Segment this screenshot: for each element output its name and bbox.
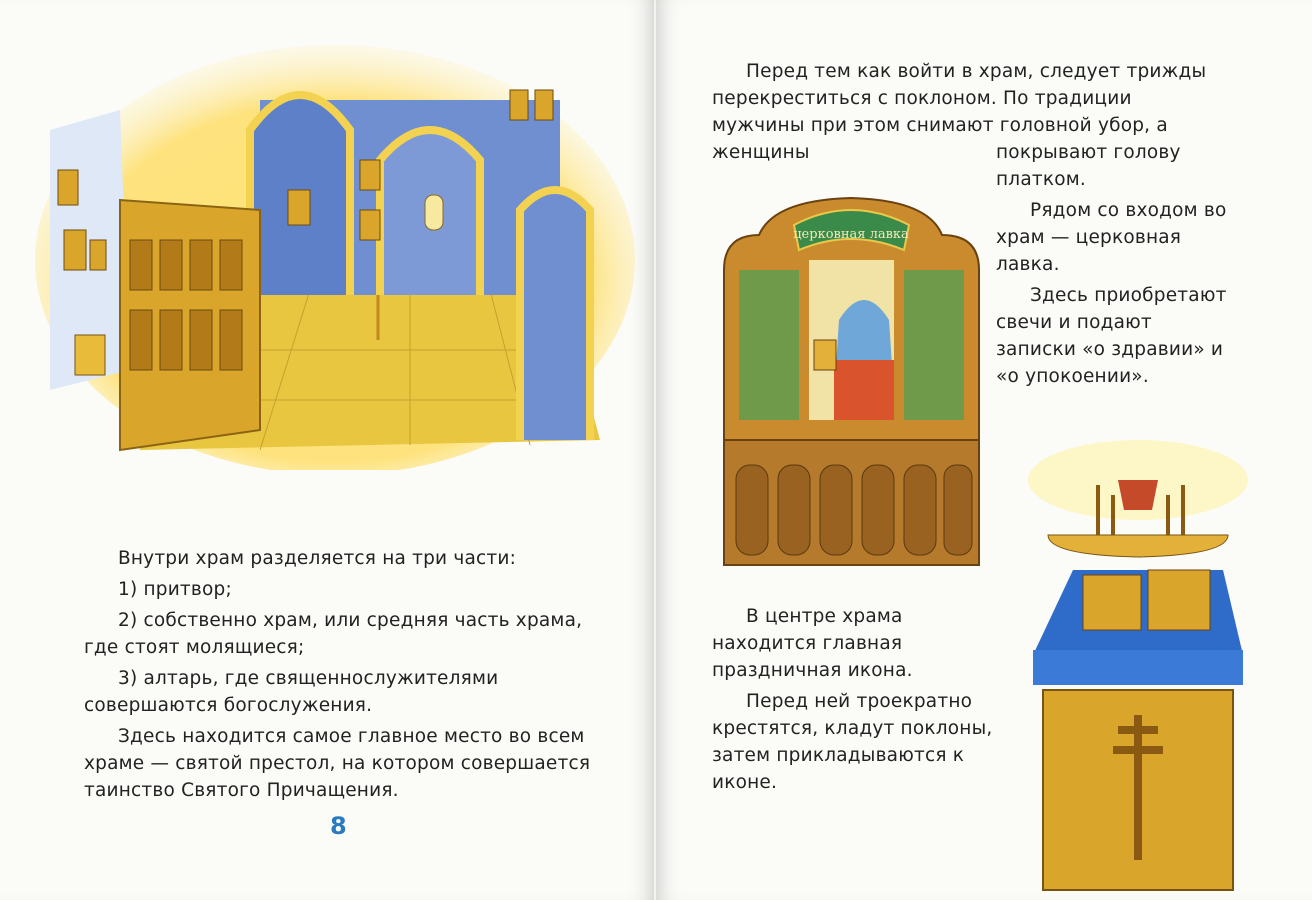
entry-text: Перед тем как войти в храм, следует трижды перекреститься с поклоном. По традиции мужчины при этом снимают головной убор, а женщины <box>712 61 1207 163</box>
right-page <box>656 0 1312 900</box>
left-page <box>0 0 654 900</box>
candles-paragraph: Здесь приобретают свечи и подают записки «о здравии» и «о упокоении». <box>996 285 1227 387</box>
part-3: 3) алтарь, где священнослужителями совершаются богослужения. <box>84 668 499 716</box>
left-text-block <box>84 545 604 808</box>
entry-tail: покрывают голову платком. <box>996 142 1181 190</box>
analogion-illustration <box>1018 440 1258 895</box>
page-number: 8 <box>330 812 347 840</box>
icon-paragraph: В центре храма находится главная праздничная икона. <box>712 606 913 681</box>
church-interior-illustration <box>30 40 640 470</box>
closing-paragraph: Здесь находится самое главное место во всем храме — святой престол, на котором совершается таинство Святого Причащения. <box>84 726 591 801</box>
right-column-top <box>996 139 1234 394</box>
shop-sign: церковная лавка <box>793 227 909 242</box>
veneration-paragraph: Перед ней троекратно крестятся, кладут поклоны, затем прикладываются к иконе. <box>712 691 993 793</box>
part-1: 1) притвор; <box>118 579 232 600</box>
intro-paragraph: Внутри храм разделяется на три части: <box>118 548 517 569</box>
shop-paragraph: Рядом со входом во храм — церковная лавка. <box>996 200 1227 275</box>
right-column-bottom <box>712 603 1002 800</box>
church-shop-illustration <box>714 190 989 570</box>
part-2: 2) собственно храм, или средняя часть храма, где стоят молящиеся; <box>84 610 583 658</box>
